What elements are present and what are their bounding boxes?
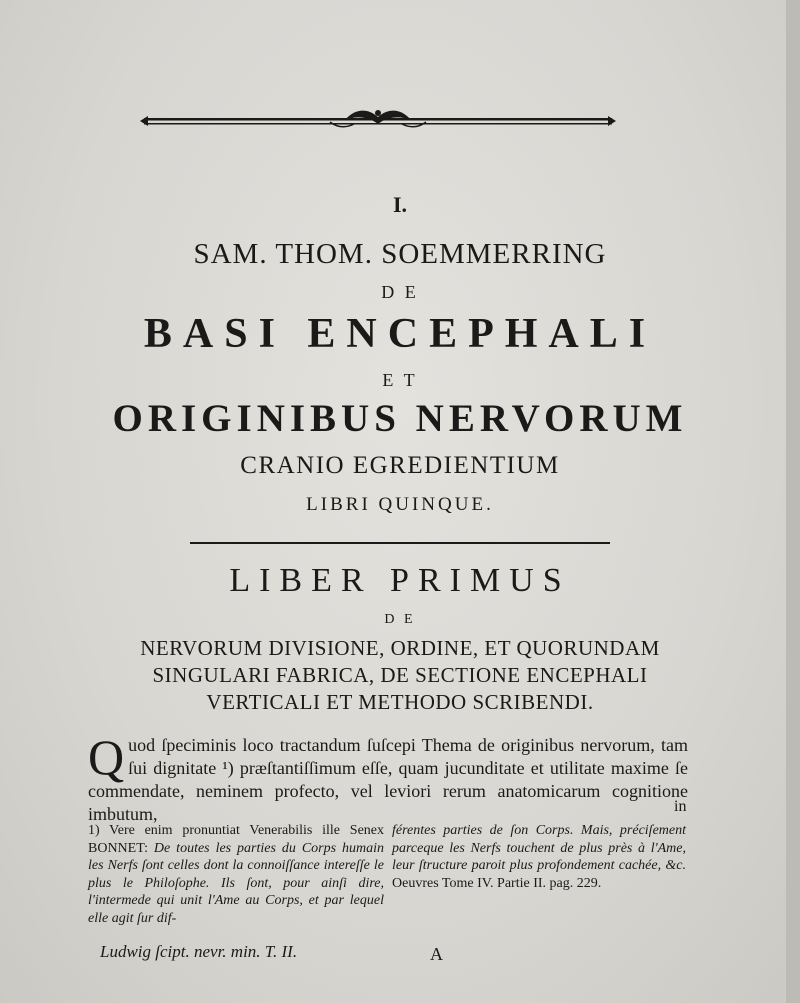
footnote-column-right: [392, 822, 686, 892]
drop-cap: Q: [88, 729, 125, 785]
title-subtitle: CRANIO EGREDIENTIUM: [240, 452, 560, 479]
footnote-lead: 1) Vere enim pronuntiat Venerabilis ille Senex BONNET:: [88, 823, 384, 856]
title-libri: LIBRI QUINQUE.: [306, 494, 494, 515]
footnote-quote-left: De toutes les parties du Corps humain les Nerfs ſont celles dont la connoiſſance intereſſe le plus le Philoſophe. Ils ſont, pour ainſi dire, l'intermede qui unit l'Ame au Corps, et par lequel elle agit ſur dif-: [88, 840, 385, 926]
page-edge: [786, 0, 800, 1003]
author-name: SAM. THOM. SOEMMERRING: [193, 238, 607, 270]
footnote-column-left: [88, 822, 384, 927]
chapter-subtitle-line-3: VERTICALI ET METHODO SCRIBENDI.: [206, 690, 594, 714]
horizontal-rule: [190, 542, 610, 544]
main-title-line-1: BASI ENCEPHALI: [143, 311, 657, 357]
decorative-ornament-rule-icon: [140, 106, 616, 136]
footnote-quote-right: férentes parties de ſon Corps. Mais, préciſement parceque les Nerfs touchent de plus près à l'Ame, leur ſtructure paroit plus profondement cachée, &c.: [392, 823, 686, 873]
title-et: E T: [382, 370, 418, 390]
catchword: in: [674, 798, 687, 815]
chapter-subtitle-line-1: NERVORUM DIVISIONE, ORDINE, ET QUORUNDAM: [140, 636, 660, 660]
signature-line: Ludwig ſcipt. nevr. min. T. II.: [100, 942, 298, 961]
body-paragraph: [88, 729, 688, 826]
chapter-de: D E: [384, 612, 416, 627]
chapter-title: LIBER PRIMUS: [229, 562, 571, 599]
body-text: uod ſpeciminis loco tractandum ſuſcepi Thema de originibus nervorum, tam ſui dignitate ¹) præſtantiſſimum eſſe, quam jucunditate et utilitate maxime ſe commendate, neminem profecto, vel leviori rerum anatomicarum cognitione imbutum,: [88, 735, 688, 824]
title-de: D E: [381, 282, 419, 302]
main-title-line-2: ORIGINIBUS NERVORUM: [112, 397, 688, 440]
chapter-subtitle-line-2: SINGULARI FABRICA, DE SECTIONE ENCEPHALI: [152, 663, 648, 687]
signature-mark: A: [430, 944, 443, 964]
footnote-reference: Oeuvres Tome IV. Partie II. pag. 229.: [392, 875, 602, 891]
section-number: I.: [392, 192, 408, 217]
